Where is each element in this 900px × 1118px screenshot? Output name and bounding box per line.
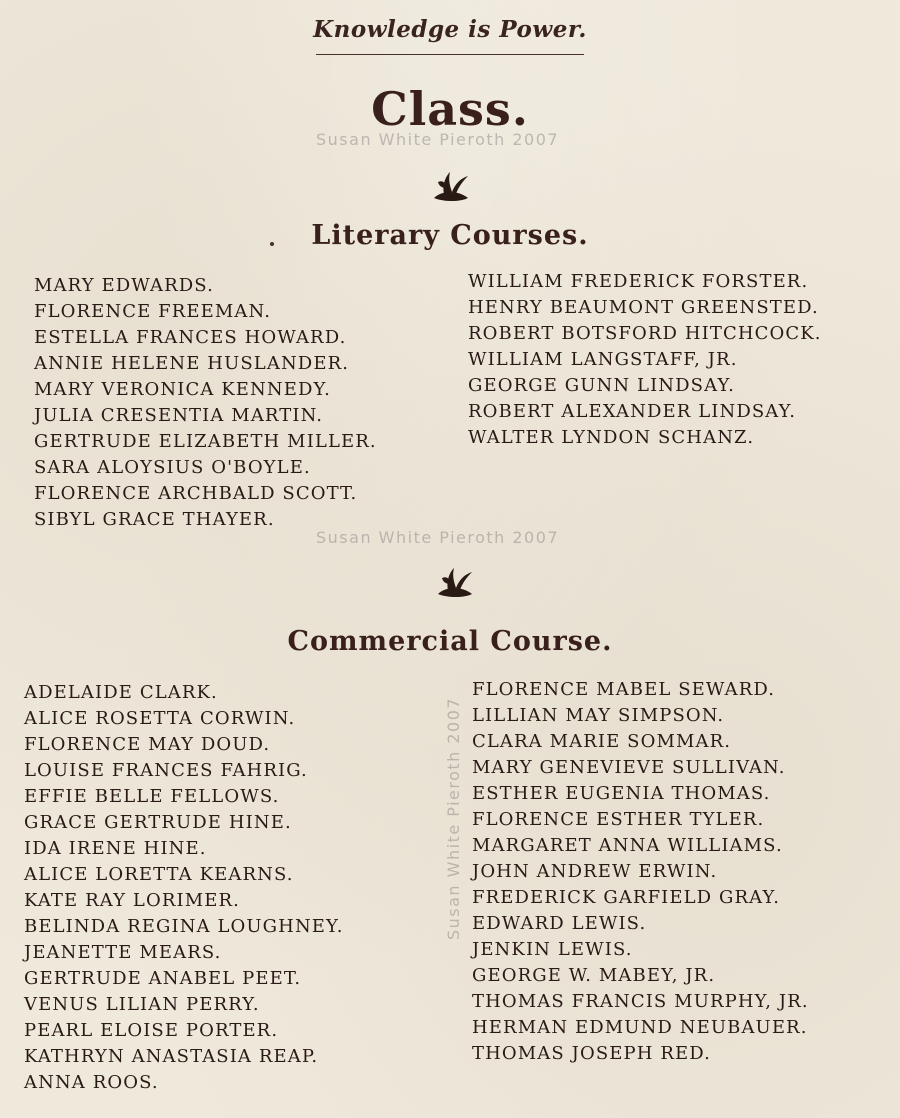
list-item: ESTELLA FRANCES HOWARD. — [34, 327, 347, 348]
motto-heading: Knowledge is Power. — [313, 16, 587, 43]
list-item: JEANETTE MEARS. — [24, 942, 222, 963]
list-item: LOUISE FRANCES FAHRIG. — [24, 760, 308, 781]
list-item: LILLIAN MAY SIMPSON. — [472, 705, 725, 726]
list-item: EDWARD LEWIS. — [472, 913, 647, 934]
literary-courses-heading: Literary Courses. — [311, 220, 589, 251]
list-item: MARGARET ANNA WILLIAMS. — [472, 835, 783, 856]
list-item: MARY VERONICA KENNEDY. — [34, 379, 331, 400]
list-item: FLORENCE ESTHER TYLER. — [472, 809, 765, 830]
literary-right-list — [468, 269, 822, 451]
list-item: ROBERT BOTSFORD HITCHCOCK. — [468, 323, 822, 344]
list-item: THOMAS JOSEPH RED. — [472, 1043, 711, 1064]
list-item: ALICE LORETTA KEARNS. — [24, 864, 294, 885]
list-item: FLORENCE MAY DOUD. — [24, 734, 271, 755]
list-item: GEORGE W. MABEY, JR. — [472, 965, 716, 986]
list-item: EFFIE BELLE FELLOWS. — [24, 786, 280, 807]
list-item: ESTHER EUGENIA THOMAS. — [472, 783, 771, 804]
watermark-text-vertical: Susan White Pieroth 2007 — [444, 696, 463, 940]
list-item: GERTRUDE ANABEL PEET. — [24, 968, 302, 989]
list-item: ROBERT ALEXANDER LINDSAY. — [468, 401, 797, 422]
list-item: MARY GENEVIEVE SULLIVAN. — [472, 757, 786, 778]
list-item: CLARA MARIE SOMMAR. — [472, 731, 732, 752]
commercial-right-list — [472, 677, 809, 1067]
list-item: WILLIAM FREDERICK FORSTER. — [468, 271, 809, 292]
list-item: THOMAS FRANCIS MURPHY, JR. — [472, 991, 809, 1012]
list-item: SIBYL GRACE THAYER. — [34, 509, 275, 530]
list-item: FLORENCE FREEMAN. — [34, 301, 272, 322]
list-item: BELINDA REGINA LOUGHNEY. — [24, 916, 344, 937]
list-item: MARY EDWARDS. — [34, 275, 214, 296]
fleuron-ornament-icon — [428, 168, 474, 204]
list-item: VENUS LILIAN PERRY. — [24, 994, 260, 1015]
list-item: GEORGE GUNN LINDSAY. — [468, 375, 735, 396]
fleuron-ornament-icon — [432, 564, 478, 600]
list-item: KATE RAY LORIMER. — [24, 890, 240, 911]
commercial-course-heading: Commercial Course. — [287, 626, 613, 657]
list-item: GRACE GERTRUDE HINE. — [24, 812, 292, 833]
list-item: HERMAN EDMUND NEUBAUER. — [472, 1017, 808, 1038]
list-item: WILLIAM LANGSTAFF, JR. — [468, 349, 738, 370]
list-item: PEARL ELOISE PORTER. — [24, 1020, 279, 1041]
list-item: FLORENCE MABEL SEWARD. — [472, 679, 776, 700]
list-item: JULIA CRESENTIA MARTIN. — [34, 405, 324, 426]
list-item: IDA IRENE HINE. — [24, 838, 207, 859]
list-item: ANNA ROOS. — [24, 1072, 159, 1093]
commercial-left-list — [24, 680, 344, 1096]
list-item: SARA ALOYSIUS O'BOYLE. — [34, 457, 311, 478]
list-item: FLORENCE ARCHBALD SCOTT. — [34, 483, 358, 504]
watermark-text: Susan White Pieroth 2007 — [316, 130, 560, 149]
list-item: KATHRYN ANASTASIA REAP. — [24, 1046, 319, 1067]
list-item: GERTRUDE ELIZABETH MILLER. — [34, 431, 377, 452]
list-item: ALICE ROSETTA CORWIN. — [24, 708, 296, 729]
list-item: JOHN ANDREW ERWIN. — [472, 861, 718, 882]
motto-underline-divider — [316, 54, 584, 55]
list-item: HENRY BEAUMONT GREENSTED. — [468, 297, 819, 318]
list-item: WALTER LYNDON SCHANZ. — [468, 427, 755, 448]
list-item: FREDERICK GARFIELD GRAY. — [472, 887, 781, 908]
page-title: Class. — [371, 82, 529, 136]
list-item: ADELAIDE CLARK. — [24, 682, 218, 703]
watermark-text: Susan White Pieroth 2007 — [316, 528, 560, 547]
list-item: JENKIN LEWIS. — [472, 939, 633, 960]
list-item: ANNIE HELENE HUSLANDER. — [34, 353, 350, 374]
literary-left-list — [34, 273, 377, 533]
